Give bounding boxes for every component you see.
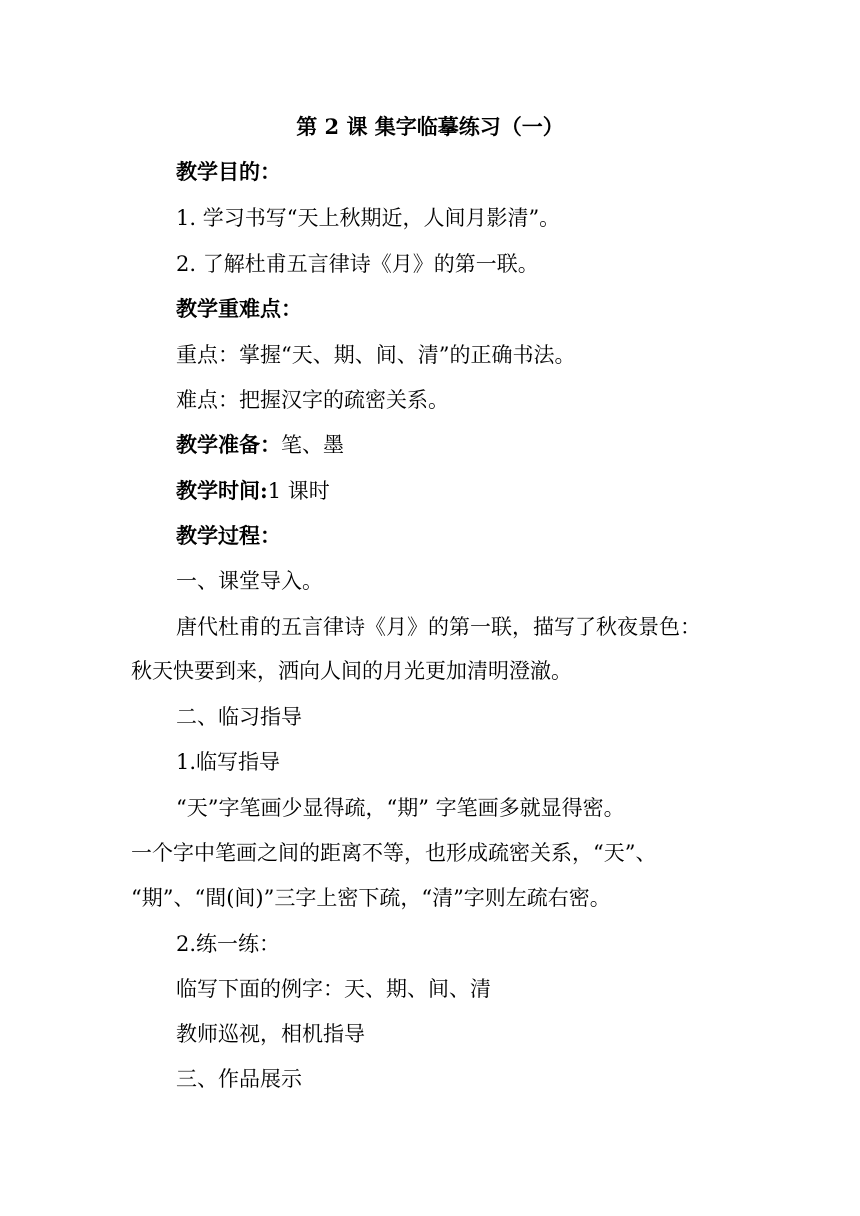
preparation-label: 教学准备： [176, 432, 281, 457]
intro-paragraph-line-2: 秋天快要到来，洒向人间的月光更加清明澄澈。 [131, 659, 572, 683]
difficulty-text: 难点：把握汉字的疏密关系。 [176, 388, 449, 412]
preparation-value: 笔、墨 [281, 433, 344, 457]
lesson-title: 第 2 课 集字临摹练习（一） [296, 114, 564, 139]
guide-paragraph-line-2: 一个字中笔画之间的距离不等，也形成疏密关系，“天”、 [131, 841, 657, 865]
objective-item-1: 1. 学习书写“天上秋期近，人间月影清”。 [176, 206, 561, 230]
sub-heading-writing-guide: 1.临写指导 [176, 750, 281, 774]
sub-heading-practice: 2.练一练： [176, 932, 281, 956]
teacher-instruction: 教师巡视，相机指导 [176, 1022, 365, 1046]
teaching-time-label: 教学时间: [176, 478, 268, 503]
guide-paragraph-line-1: “天”字笔画少显得疏，“期” 字笔画多就显得密。 [176, 796, 625, 820]
practice-instruction: 临写下面的例字：天、期、间、清 [176, 977, 491, 1001]
guide-paragraph-line-3: “期”、“間(间)”三字上密下疏，“清”字则左疏右密。 [131, 886, 611, 910]
objective-heading: 教学目的： [176, 159, 281, 184]
step-intro-heading: 一、课堂导入。 [176, 569, 323, 593]
preparation-line [176, 430, 344, 460]
key-point-text: 重点：掌握“天、期、间、清”的正确书法。 [176, 343, 576, 367]
step-showcase-heading: 三、作品展示 [176, 1067, 302, 1091]
step-guidance-heading: 二、临习指导 [176, 705, 302, 729]
teaching-time-line [176, 476, 330, 506]
objective-item-2: 2. 了解杜甫五言律诗《月》的第一联。 [176, 252, 539, 276]
intro-paragraph-line-1: 唐代杜甫的五言律诗《月》的第一联，描写了秋夜景色： [176, 615, 701, 639]
key-points-heading: 教学重难点： [176, 296, 302, 321]
teaching-time-value: 1 课时 [267, 479, 330, 503]
process-heading: 教学过程： [176, 523, 281, 548]
